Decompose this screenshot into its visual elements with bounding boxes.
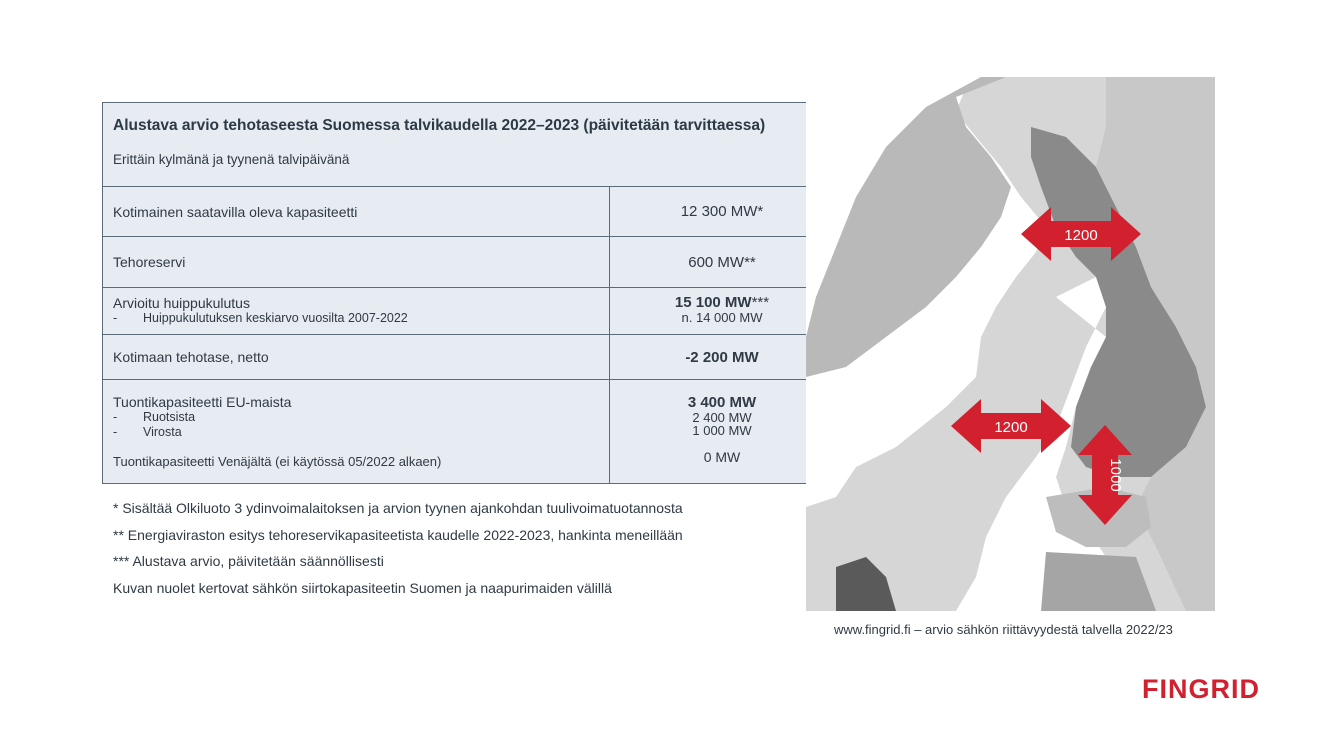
row-label: Kotimainen saatavilla oleva kapasiteetti bbox=[103, 187, 610, 236]
row-value: 600 MW** bbox=[688, 254, 756, 271]
row-sub-label: Huippukulutuksen keskiarvo vuosilta 2007-2022 bbox=[143, 311, 408, 325]
table-title: Alustava arvio tehotaseesta Suomessa talvikaudella 2022–2023 (päivitetään tarvittaessa) bbox=[113, 117, 766, 134]
power-balance-table bbox=[102, 102, 835, 484]
table-row bbox=[103, 380, 834, 483]
source-caption: www.fingrid.fi – arvio sähkön riittävyydestä talvella 2022/23 bbox=[834, 622, 1173, 637]
row-value: -2 200 MW bbox=[685, 349, 759, 366]
table-row bbox=[103, 187, 834, 237]
row-label: Arvioitu huippukulutus bbox=[113, 295, 250, 311]
row-label: Kotimaan tehotase, netto bbox=[103, 335, 610, 379]
table-row bbox=[103, 288, 834, 335]
row-sub-value: 2 400 MW bbox=[692, 410, 752, 425]
fingrid-logo: FINGRID bbox=[1142, 674, 1260, 704]
row-sub-value: 1 000 MW bbox=[692, 423, 752, 438]
row-value: 15 100 MW bbox=[674, 294, 752, 311]
row-sub-label: Virosta bbox=[143, 425, 182, 439]
nordic-map bbox=[806, 77, 1215, 611]
arrow-label: 1200 bbox=[994, 419, 1028, 436]
footnote: Kuvan nuolet kertovat sähkön siirtokapasiteetin Suomen ja naapurimaiden välillä bbox=[113, 579, 612, 596]
arrow-label: 1000 bbox=[1107, 458, 1124, 492]
row-sub-value: n. 14 000 MW bbox=[681, 310, 763, 325]
row-extra-label: Tuontikapasiteetti Venäjältä (ei käytössä 05/2022 alkaen) bbox=[113, 454, 442, 469]
row-value: 12 300 MW* bbox=[680, 203, 764, 220]
footnote: *** Alustava arvio, päivitetään säännöllisesti bbox=[113, 553, 384, 569]
table-row bbox=[103, 335, 834, 380]
footnote: * Sisältää Olkiluoto 3 ydinvoimalaitoksen ja arvion tyynen ajankohdan tuulivoimatuotannosta bbox=[113, 500, 683, 516]
row-value-suffix: *** bbox=[751, 294, 770, 311]
table-header bbox=[103, 103, 834, 187]
table-row bbox=[103, 237, 834, 288]
row-value: 3 400 MW bbox=[687, 394, 757, 411]
footnotes bbox=[113, 500, 683, 606]
row-extra-value: 0 MW bbox=[703, 449, 741, 465]
bullet-dash: - bbox=[113, 311, 118, 325]
row-label: Tuontikapasiteetti EU-maista bbox=[113, 394, 292, 410]
footnote: ** Energiaviraston esitys tehoreservikapasiteetista kaudelle 2022-2023, hankinta meneillään bbox=[113, 526, 683, 543]
arrow-label: 1200 bbox=[1064, 227, 1098, 244]
bullet-dash: - bbox=[113, 410, 118, 424]
row-sub-label: Ruotsista bbox=[143, 410, 196, 424]
bullet-dash: - bbox=[113, 425, 118, 439]
table-subtitle: Erittäin kylmänä ja tyynenä talvipäivänä bbox=[113, 152, 350, 167]
row-label: Tehoreservi bbox=[103, 237, 610, 287]
